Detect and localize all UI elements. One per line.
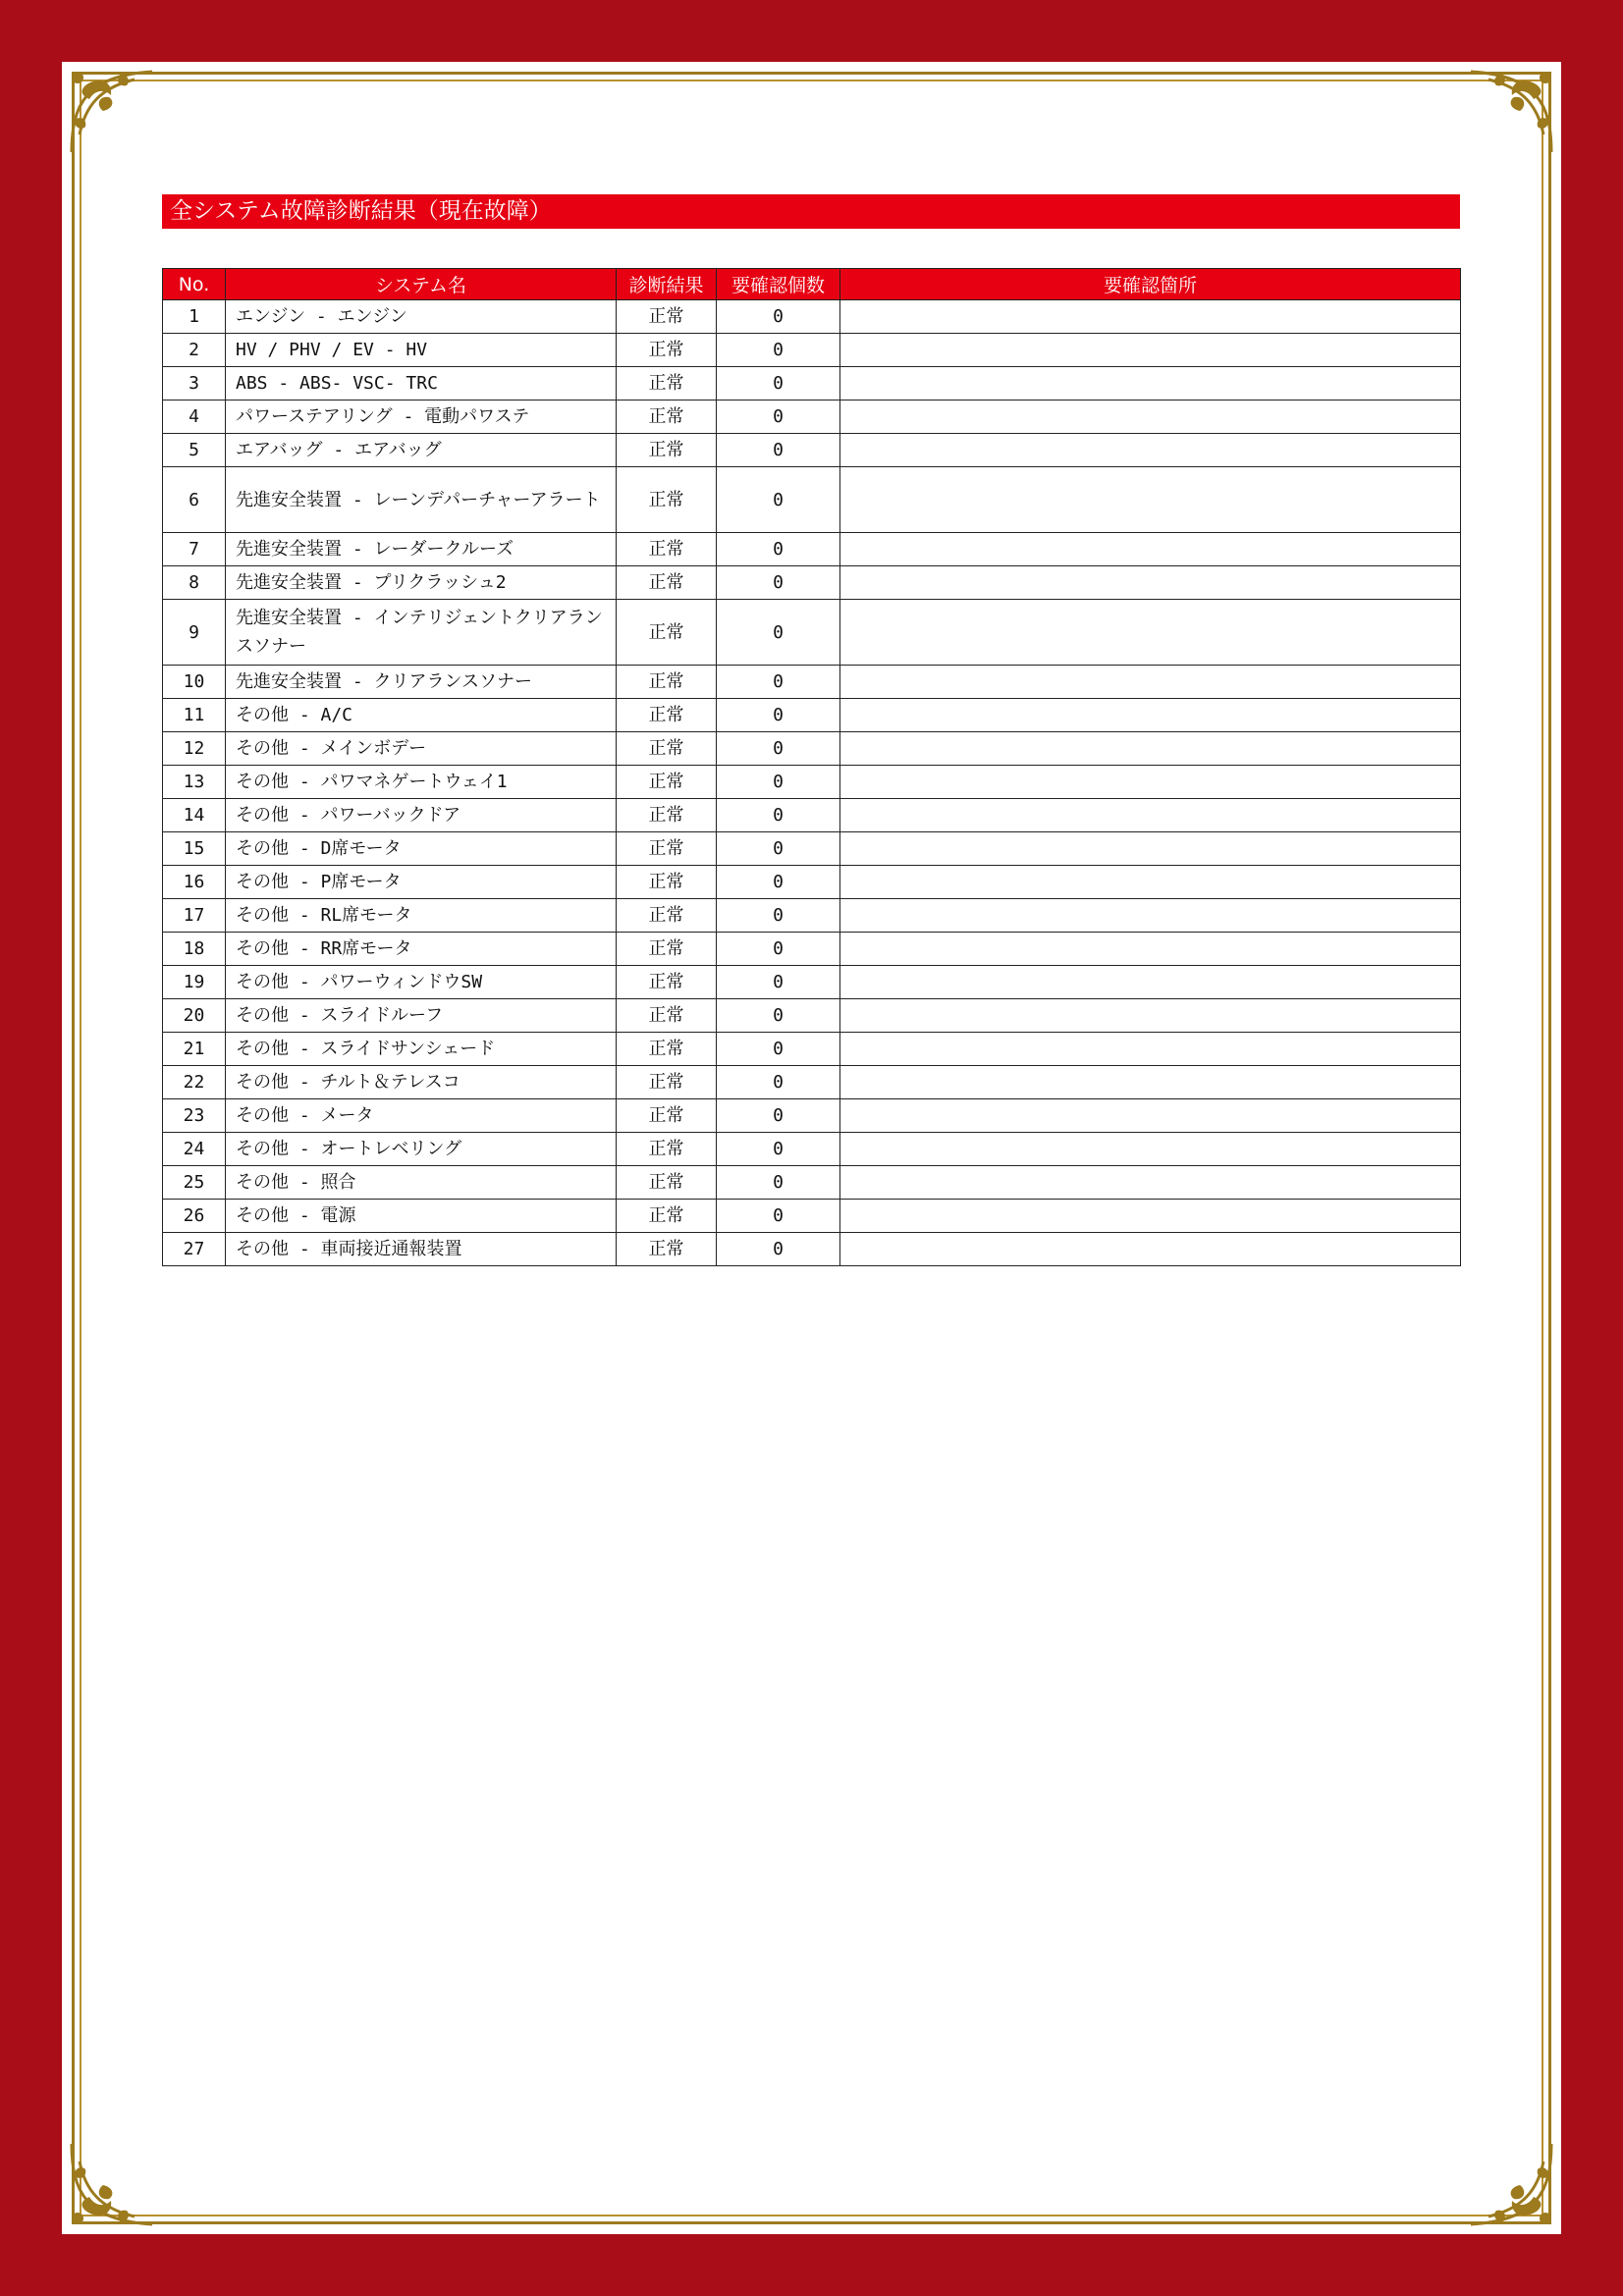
check-count-cell: 0 <box>717 732 840 766</box>
check-count-cell: 0 <box>717 334 840 367</box>
row-number-cell: 27 <box>163 1233 226 1266</box>
system-name-cell: その他 - D席モータ <box>226 832 617 866</box>
check-count-cell: 0 <box>717 1166 840 1200</box>
table-row <box>163 566 1461 600</box>
check-location-cell <box>840 999 1461 1033</box>
diagnosis-result-cell: 正常 <box>617 766 717 799</box>
system-name-cell: その他 - メータ <box>226 1099 617 1133</box>
table-row <box>163 766 1461 799</box>
check-count-cell: 0 <box>717 933 840 966</box>
check-location-cell <box>840 766 1461 799</box>
diagnosis-result-cell: 正常 <box>617 699 717 732</box>
table-row <box>163 799 1461 832</box>
check-count-cell: 0 <box>717 999 840 1033</box>
diagnosis-result-cell: 正常 <box>617 533 717 566</box>
row-number-cell: 19 <box>163 966 226 999</box>
table-row <box>163 1033 1461 1066</box>
diagnosis-result-cell: 正常 <box>617 566 717 600</box>
column-header-no: No. <box>163 269 226 300</box>
check-count-cell: 0 <box>717 300 840 334</box>
check-count-cell: 0 <box>717 866 840 899</box>
check-count-cell: 0 <box>717 899 840 933</box>
check-location-cell <box>840 334 1461 367</box>
check-location-cell <box>840 1066 1461 1099</box>
table-row <box>163 732 1461 766</box>
diagnosis-result-cell: 正常 <box>617 600 717 666</box>
table-row <box>163 533 1461 566</box>
table-row <box>163 999 1461 1033</box>
table-header-row <box>163 269 1461 300</box>
table-row <box>163 434 1461 467</box>
check-location-cell <box>840 467 1461 533</box>
table-row <box>163 1099 1461 1133</box>
row-number-cell: 2 <box>163 334 226 367</box>
column-header-count: 要確認個数 <box>717 269 840 300</box>
check-location-cell <box>840 533 1461 566</box>
system-name-cell: その他 - パワマネゲートウェイ1 <box>226 766 617 799</box>
system-name-cell: エンジン - エンジン <box>226 300 617 334</box>
diagnosis-result-cell: 正常 <box>617 300 717 334</box>
diagnosis-result-cell: 正常 <box>617 666 717 699</box>
check-count-cell: 0 <box>717 367 840 400</box>
diagnosis-result-cell: 正常 <box>617 400 717 434</box>
column-header-result: 診断結果 <box>617 269 717 300</box>
diagnosis-result-cell: 正常 <box>617 832 717 866</box>
check-location-cell <box>840 400 1461 434</box>
system-name-cell: 先進安全装置 - レーンデパーチャーアラート <box>226 467 617 533</box>
check-location-cell <box>840 699 1461 732</box>
check-count-cell: 0 <box>717 400 840 434</box>
check-location-cell <box>840 866 1461 899</box>
check-count-cell: 0 <box>717 1200 840 1233</box>
check-location-cell <box>840 1033 1461 1066</box>
check-count-cell: 0 <box>717 766 840 799</box>
diagnosis-table <box>162 268 1461 1266</box>
table-row <box>163 899 1461 933</box>
row-number-cell: 14 <box>163 799 226 832</box>
diagnosis-result-cell: 正常 <box>617 334 717 367</box>
check-location-cell <box>840 666 1461 699</box>
check-location-cell <box>840 832 1461 866</box>
row-number-cell: 20 <box>163 999 226 1033</box>
row-number-cell: 24 <box>163 1133 226 1166</box>
check-count-cell: 0 <box>717 434 840 467</box>
table-row <box>163 400 1461 434</box>
table-body <box>163 300 1461 1266</box>
row-number-cell: 18 <box>163 933 226 966</box>
system-name-cell: パワーステアリング - 電動パワステ <box>226 400 617 434</box>
check-count-cell: 0 <box>717 966 840 999</box>
system-name-cell: その他 - RL席モータ <box>226 899 617 933</box>
check-location-cell <box>840 600 1461 666</box>
system-name-cell: エアバッグ - エアバッグ <box>226 434 617 467</box>
diagnosis-result-cell: 正常 <box>617 367 717 400</box>
corner-ornament-icon <box>1465 66 1557 158</box>
diagnosis-result-cell: 正常 <box>617 1166 717 1200</box>
row-number-cell: 21 <box>163 1033 226 1066</box>
system-name-cell: その他 - 電源 <box>226 1200 617 1233</box>
system-name-cell: 先進安全装置 - レーダークルーズ <box>226 533 617 566</box>
check-count-cell: 0 <box>717 1033 840 1066</box>
check-count-cell: 0 <box>717 1233 840 1266</box>
system-name-cell: HV / PHV / EV - HV <box>226 334 617 367</box>
check-count-cell: 0 <box>717 1133 840 1166</box>
row-number-cell: 25 <box>163 1166 226 1200</box>
check-count-cell: 0 <box>717 533 840 566</box>
check-location-cell <box>840 367 1461 400</box>
table-row <box>163 1133 1461 1166</box>
table-row <box>163 467 1461 533</box>
corner-ornament-icon <box>1465 2138 1557 2230</box>
check-count-cell: 0 <box>717 1066 840 1099</box>
system-name-cell: その他 - スライドサンシェード <box>226 1033 617 1066</box>
diagnosis-result-cell: 正常 <box>617 732 717 766</box>
row-number-cell: 9 <box>163 600 226 666</box>
table-row <box>163 600 1461 666</box>
diagnosis-result-cell: 正常 <box>617 799 717 832</box>
row-number-cell: 3 <box>163 367 226 400</box>
check-location-cell <box>840 1200 1461 1233</box>
corner-ornament-icon <box>66 66 158 158</box>
system-name-cell: その他 - A/C <box>226 699 617 732</box>
diagnosis-result-cell: 正常 <box>617 1066 717 1099</box>
diagnosis-result-cell: 正常 <box>617 966 717 999</box>
check-location-cell <box>840 799 1461 832</box>
table-row <box>163 334 1461 367</box>
row-number-cell: 16 <box>163 866 226 899</box>
check-location-cell <box>840 300 1461 334</box>
column-header-location: 要確認箇所 <box>840 269 1461 300</box>
row-number-cell: 6 <box>163 467 226 533</box>
system-name-cell: その他 - スライドルーフ <box>226 999 617 1033</box>
check-count-cell: 0 <box>717 467 840 533</box>
row-number-cell: 23 <box>163 1099 226 1133</box>
check-location-cell <box>840 566 1461 600</box>
check-count-cell: 0 <box>717 1099 840 1133</box>
row-number-cell: 5 <box>163 434 226 467</box>
check-count-cell: 0 <box>717 600 840 666</box>
check-location-cell <box>840 1099 1461 1133</box>
section-title: 全システム故障診断結果（現在故障） <box>162 194 1460 229</box>
system-name-cell: 先進安全装置 - インテリジェントクリアランスソナー <box>226 600 617 666</box>
system-name-cell: その他 - パワーウィンドウSW <box>226 966 617 999</box>
check-location-cell <box>840 732 1461 766</box>
diagnosis-result-cell: 正常 <box>617 1099 717 1133</box>
system-name-cell: 先進安全装置 - プリクラッシュ2 <box>226 566 617 600</box>
diagnosis-result-cell: 正常 <box>617 999 717 1033</box>
diagnosis-result-cell: 正常 <box>617 1133 717 1166</box>
check-location-cell <box>840 1133 1461 1166</box>
row-number-cell: 17 <box>163 899 226 933</box>
table-row <box>163 699 1461 732</box>
diagnosis-result-cell: 正常 <box>617 899 717 933</box>
table-row <box>163 966 1461 999</box>
row-number-cell: 10 <box>163 666 226 699</box>
system-name-cell: その他 - パワーバックドア <box>226 799 617 832</box>
check-location-cell <box>840 899 1461 933</box>
check-count-cell: 0 <box>717 832 840 866</box>
table-row <box>163 1233 1461 1266</box>
system-name-cell: 先進安全装置 - クリアランスソナー <box>226 666 617 699</box>
row-number-cell: 7 <box>163 533 226 566</box>
corner-ornament-icon <box>66 2138 158 2230</box>
check-location-cell <box>840 966 1461 999</box>
row-number-cell: 13 <box>163 766 226 799</box>
system-name-cell: ABS - ABS- VSC- TRC <box>226 367 617 400</box>
report-sheet <box>62 62 1561 2234</box>
table-row <box>163 933 1461 966</box>
table-row <box>163 300 1461 334</box>
table-row <box>163 866 1461 899</box>
check-location-cell <box>840 1233 1461 1266</box>
row-number-cell: 1 <box>163 300 226 334</box>
system-name-cell: その他 - RR席モータ <box>226 933 617 966</box>
row-number-cell: 15 <box>163 832 226 866</box>
check-count-cell: 0 <box>717 799 840 832</box>
check-count-cell: 0 <box>717 666 840 699</box>
check-count-cell: 0 <box>717 566 840 600</box>
system-name-cell: その他 - オートレベリング <box>226 1133 617 1166</box>
row-number-cell: 12 <box>163 732 226 766</box>
system-name-cell: その他 - 車両接近通報装置 <box>226 1233 617 1266</box>
diagnosis-result-cell: 正常 <box>617 933 717 966</box>
diagnosis-result-cell: 正常 <box>617 1033 717 1066</box>
system-name-cell: その他 - P席モータ <box>226 866 617 899</box>
row-number-cell: 26 <box>163 1200 226 1233</box>
table-row <box>163 832 1461 866</box>
check-count-cell: 0 <box>717 699 840 732</box>
row-number-cell: 8 <box>163 566 226 600</box>
system-name-cell: その他 - メインボデー <box>226 732 617 766</box>
table-row <box>163 1166 1461 1200</box>
row-number-cell: 4 <box>163 400 226 434</box>
system-name-cell: その他 - チルト＆テレスコ <box>226 1066 617 1099</box>
diagnosis-result-cell: 正常 <box>617 866 717 899</box>
system-name-cell: その他 - 照合 <box>226 1166 617 1200</box>
table-row <box>163 666 1461 699</box>
row-number-cell: 22 <box>163 1066 226 1099</box>
diagnosis-result-cell: 正常 <box>617 434 717 467</box>
diagnosis-result-cell: 正常 <box>617 467 717 533</box>
check-location-cell <box>840 933 1461 966</box>
row-number-cell: 11 <box>163 699 226 732</box>
table-row <box>163 367 1461 400</box>
diagnosis-result-cell: 正常 <box>617 1200 717 1233</box>
diagnosis-result-cell: 正常 <box>617 1233 717 1266</box>
check-location-cell <box>840 1166 1461 1200</box>
column-header-system: システム名 <box>226 269 617 300</box>
check-location-cell <box>840 434 1461 467</box>
table-row <box>163 1066 1461 1099</box>
table-row <box>163 1200 1461 1233</box>
